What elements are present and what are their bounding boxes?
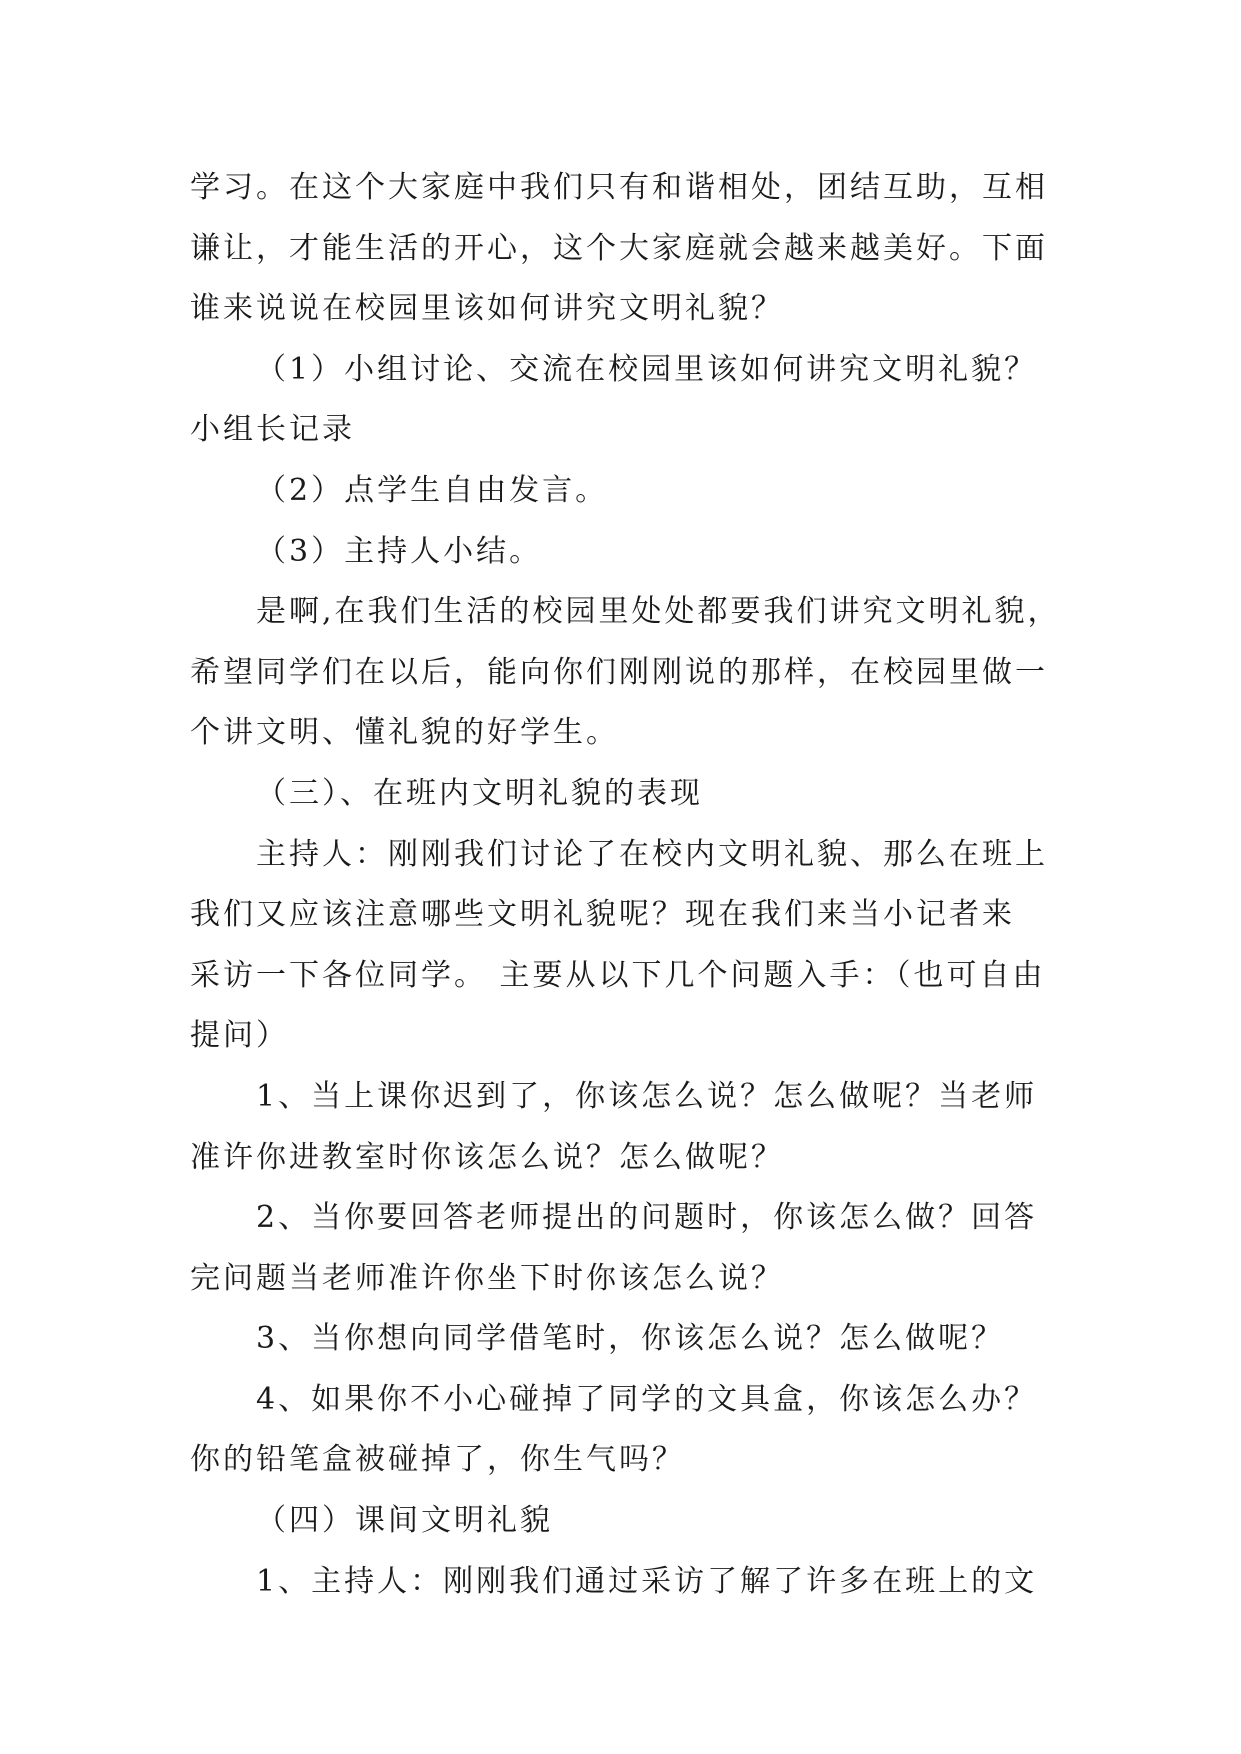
text-line: 个讲文明、懂礼貌的好学生。 xyxy=(190,715,619,751)
text-line: 我们又应该注意哪些文明礼貌呢？现在我们来当小记者来 xyxy=(190,897,1015,933)
text-line: 你的铅笔盒被碰掉了，你生气吗？ xyxy=(190,1442,685,1478)
text-line: 谦让，才能生活的开心，这个大家庭就会越来越美好。下面 xyxy=(190,230,1048,266)
text-line: 采访一下各位同学。 主要从以下几个问题入手：（也可自由 xyxy=(190,957,1046,993)
text-line: 提问） xyxy=(190,1018,289,1054)
text-line: （1）小组讨论、交流在校园里该如何讲究文明礼貌？ xyxy=(256,351,1038,387)
section-heading: （三）、在班内文明礼貌的表现 xyxy=(256,775,703,811)
text-line: 1、主持人：刚刚我们通过采访了解了许多在班上的文 xyxy=(256,1563,1038,1599)
text-line: 是啊,在我们生活的校园里处处都要我们讲究文明礼貌， xyxy=(256,594,1061,630)
text-line: （2）点学生自由发言。 xyxy=(256,472,609,508)
text-line: 主持人：刚刚我们讨论了在校内文明礼貌、那么在班上 xyxy=(256,836,1048,872)
text-line: 希望同学们在以后，能向你们刚刚说的那样，在校园里做一 xyxy=(190,654,1048,690)
text-line: 学习。在这个大家庭中我们只有和谐相处，团结互助，互相 xyxy=(190,170,1048,205)
text-line: （3）主持人小结。 xyxy=(256,533,543,569)
document-body xyxy=(190,158,1061,1612)
text-line: 3、当你想向同学借笔时，你该怎么说？怎么做呢？ xyxy=(256,1321,1005,1357)
text-line: 完问题当老师准许你坐下时你该怎么说？ xyxy=(190,1260,784,1296)
text-line: 小组长记录 xyxy=(190,412,355,448)
text-line: 准许你进教室时你该怎么说？怎么做呢？ xyxy=(190,1139,784,1175)
section-heading: （四）课间文明礼貌 xyxy=(256,1503,553,1539)
text-line: 1、当上课你迟到了，你该怎么说？怎么做呢？当老师 xyxy=(256,1078,1038,1114)
text-line: 2、当你要回答老师提出的问题时，你该怎么做？回答 xyxy=(256,1200,1038,1236)
text-line: 谁来说说在校园里该如何讲究文明礼貌？ xyxy=(190,291,784,327)
text-line: 4、如果你不小心碰掉了同学的文具盒，你该怎么办？ xyxy=(256,1381,1038,1417)
